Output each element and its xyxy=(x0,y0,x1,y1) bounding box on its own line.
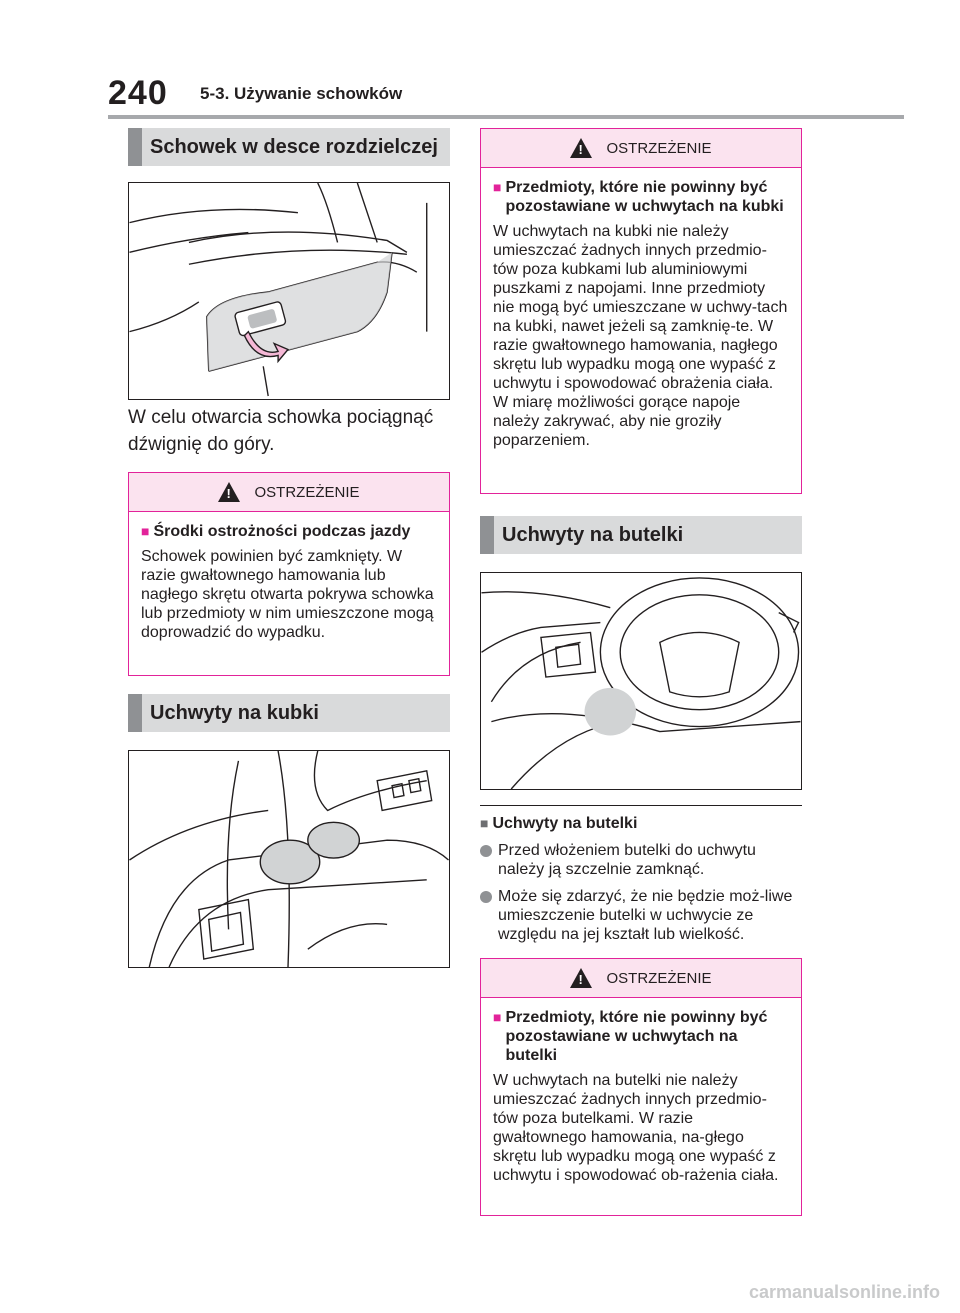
header-divider xyxy=(108,115,904,119)
chapter-title: 5-3. Używanie schowków xyxy=(200,84,403,103)
warning-header xyxy=(481,959,801,998)
glovebox-illustration xyxy=(128,182,450,400)
square-bullet-icon: ■ xyxy=(480,815,489,831)
warning-title: OSTRZEŻENIE xyxy=(254,483,360,501)
warning-subtitle-text: Przedmioty, które nie powinny być pozostawiane w uchwytach na kubki xyxy=(505,179,784,215)
warning-text: W uchwytach na butelki nie należy umieszczać żadnych innych przedmio-tów poza butelkami. W razie gwałtownego hamowania, na-głego skrętu lub wypadku mogą one wypaść z uchwytu i spowodować ob-rażenia ciała. xyxy=(493,1072,779,1184)
warning-title: OSTRZEŻENIE xyxy=(606,139,712,157)
warning-title: OSTRZEŻENIE xyxy=(606,969,712,987)
warning-box-driving xyxy=(128,472,450,676)
section-header-glovebox xyxy=(128,128,450,166)
bottle-info xyxy=(480,814,802,944)
warning-text: W uchwytach na kubki nie należy umieszczać żadnych innych przedmio-tów poza kubkami lub aluminiowymi puszkami z napojami. Inne przedmioty nie mogą być umieszczane w uchwy-tach na kubki, nawet jeżeli są zamknię-te. W razie gwałtownego hamowania, nagłego skrętu lub wypadku mogą one wypaść z uchwytu i spowodować obrażenia ciała. W miarę możliwości gorące napoje należy zakrywać, aby nie groziły poparzeniem. xyxy=(493,223,788,449)
warning-subtitle-text: Środki ostrożności podczas jazdy xyxy=(153,523,411,540)
list-item-text: Przed włożeniem butelki do uchwytu należy ją szczelnie zamknąć. xyxy=(498,842,756,878)
section-divider xyxy=(480,805,802,806)
warning-triangle-icon xyxy=(570,968,592,988)
square-bullet-icon: ■ xyxy=(493,1009,502,1025)
cupholder-illustration xyxy=(128,750,450,968)
cupholder-drawing xyxy=(129,751,449,967)
section-header-cupholders xyxy=(128,694,450,732)
section-title: Uchwyty na kubki xyxy=(150,701,319,724)
bullet-dot-icon xyxy=(480,845,492,857)
square-bullet-icon: ■ xyxy=(141,523,150,539)
section-title: Schowek w desce rozdzielczej xyxy=(150,135,438,158)
warning-subtitle-text: Przedmioty, które nie powinny być pozostawiane w uchwytach na butelki xyxy=(505,1009,768,1064)
bottleholder-drawing xyxy=(481,573,801,789)
bullet-dot-icon xyxy=(480,891,492,903)
page-number: 240 xyxy=(108,74,168,112)
warning-box-bottleholders xyxy=(480,958,802,1216)
warning-triangle-icon xyxy=(570,138,592,158)
bottleholder-illustration xyxy=(480,572,802,790)
warning-box-cupholders xyxy=(480,128,802,494)
footer-watermark: carmanualsonline.info xyxy=(748,1282,940,1302)
warning-subtitle xyxy=(141,522,437,541)
bottle-heading xyxy=(480,814,802,833)
section-title: Uchwyty na butelki xyxy=(502,523,684,546)
warning-header xyxy=(129,473,449,512)
warning-header xyxy=(481,129,801,168)
section-header-bottleholders xyxy=(480,516,802,554)
square-bullet-icon: ■ xyxy=(493,179,502,195)
warning-triangle-icon xyxy=(218,482,240,502)
glovebox-caption: W celu otwarcia schowka pociągnąć dźwignię do góry. xyxy=(128,407,434,455)
warning-subtitle xyxy=(493,1008,789,1065)
warning-text: Schowek powinien być zamknięty. W razie gwałtownego hamowania lub nagłego skrętu otwarta pokrywa schowka lub przedmioty w nim umieszczone mogą doprowadzić do wypadku. xyxy=(141,548,434,641)
list-item-text: Może się zdarzyć, że nie będzie moż-liwe umieszczenie butelki w uchwycie ze względu na jej kształt lub wielkość. xyxy=(498,888,793,943)
list-item xyxy=(480,841,802,879)
glovebox-drawing xyxy=(129,183,449,399)
list-item xyxy=(480,887,802,944)
warning-subtitle xyxy=(493,178,789,216)
bottle-heading-text: Uchwyty na butelki xyxy=(492,815,638,832)
